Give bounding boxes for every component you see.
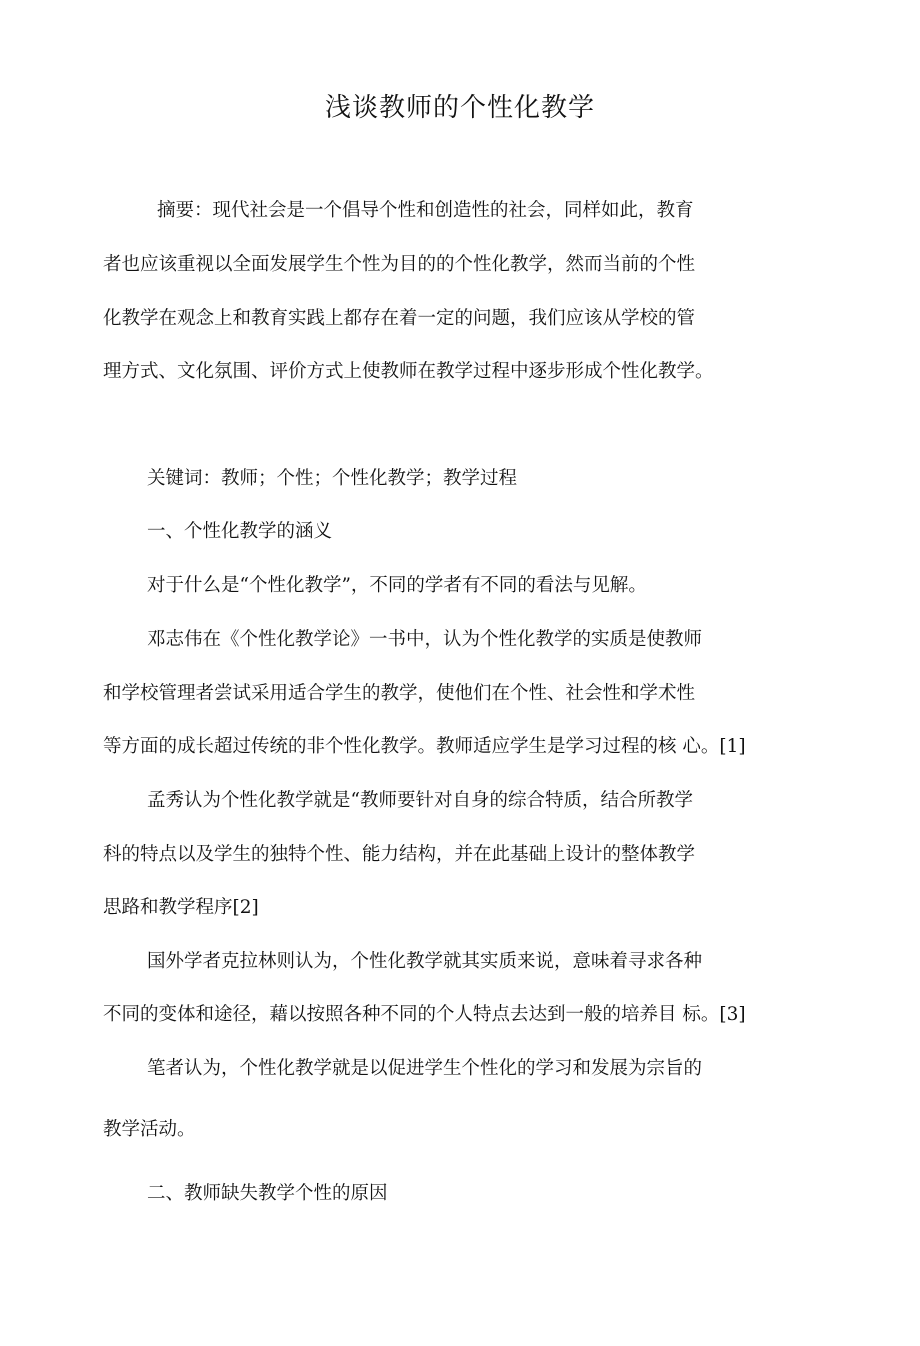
document-title: 浅谈教师的个性化教学 <box>324 93 595 123</box>
abstract-line-4: 理方式、文化氛围、评价方式上使教师在教学过程中逐步形成个性化教学。 <box>103 361 714 382</box>
paragraph-1-line-1: 对于什么是“个性化教学”，不同的学者有不同的看法与见解。 <box>147 575 647 596</box>
abstract-line-1: 摘要：现代社会是一个倡导个性和创造性的社会，同样如此，教育 <box>157 200 694 221</box>
paragraph-2-line-3: 等方面的成长超过传统的非个性化教学。教师适应学生是学习过程的核 心。[1] <box>103 736 746 757</box>
paragraph-4-line-1: 国外学者克拉林则认为，个性化教学就其实质来说，意味着寻求各种 <box>147 951 703 972</box>
paragraph-3-line-3: 思路和教学程序[2] <box>103 897 259 918</box>
paragraph-3-line-2: 科的特点以及学生的独特个性、能力结构，并在此基础上设计的整体教学 <box>103 844 696 865</box>
paragraph-5-line-1: 笔者认为，个性化教学就是以促进学生个性化的学习和发展为宗旨的 <box>147 1058 703 1079</box>
paragraph-2-line-2: 和学校管理者尝试采用适合学生的教学，使他们在个性、社会性和学术性 <box>103 683 696 704</box>
paragraph-5-line-2: 教学活动。 <box>103 1119 196 1140</box>
paragraph-2-line-1: 邓志伟在《个性化教学论》一书中，认为个性化教学的实质是使教师 <box>147 629 703 650</box>
paragraph-4-line-2: 不同的变体和途径，藉以按照各种不同的个人特点去达到一般的培养目 标。[3] <box>103 1004 746 1025</box>
section-heading-2: 二、教师缺失教学个性的原因 <box>147 1183 388 1204</box>
keywords-line: 关键词：教师；个性；个性化教学；教学过程 <box>147 468 518 489</box>
abstract-line-3: 化教学在观念上和教育实践上都存在着一定的问题，我们应该从学校的管 <box>103 308 696 329</box>
section-heading-1: 一、个性化教学的涵义 <box>147 521 333 542</box>
abstract-line-2: 者也应该重视以全面发展学生个性为目的的个性化教学，然而当前的个性 <box>103 254 696 275</box>
paragraph-3-line-1: 孟秀认为个性化教学就是“教师要针对自身的综合特质，结合所教学 <box>147 790 693 811</box>
